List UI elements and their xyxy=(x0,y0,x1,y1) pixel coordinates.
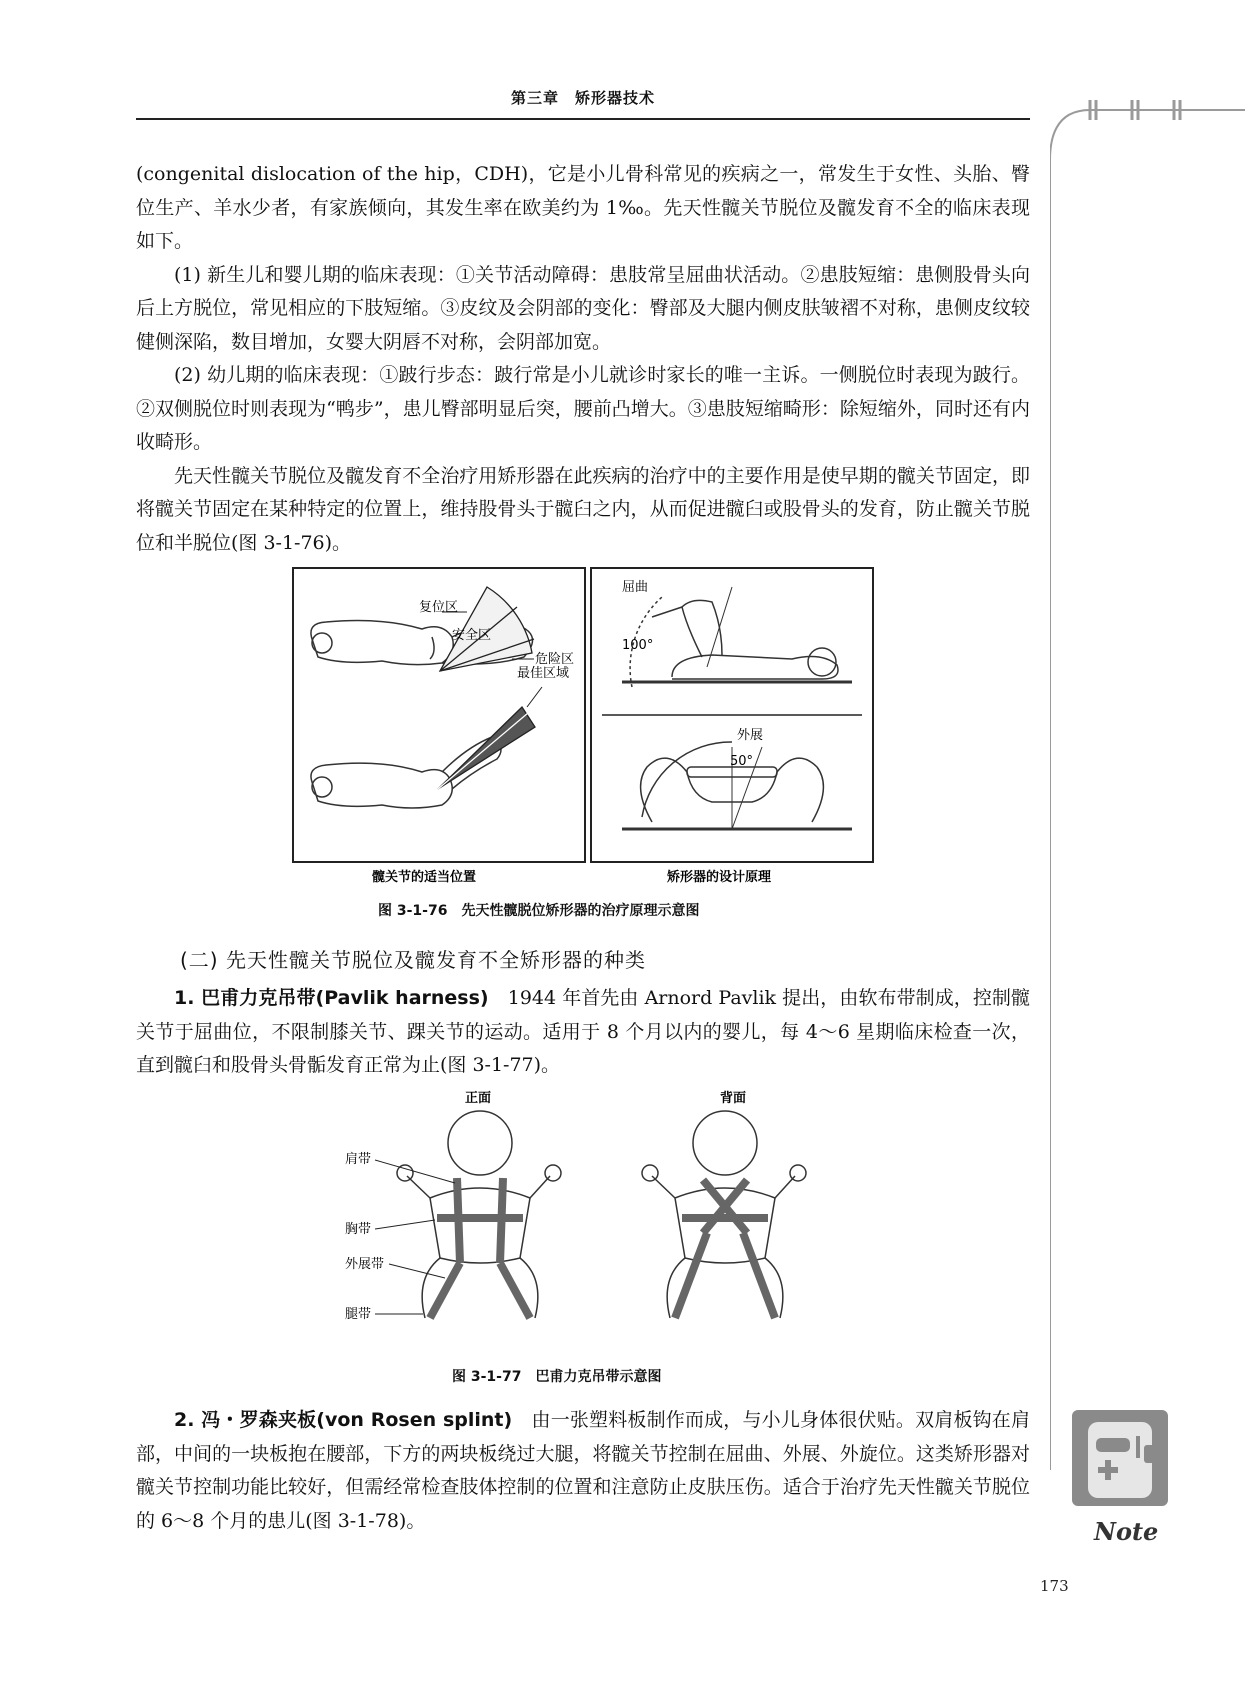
label-abduction-strap: 外展带 xyxy=(345,1257,385,1272)
label-leg-strap: 腿带 xyxy=(345,1307,372,1322)
label-abduction-angle: 50° xyxy=(730,754,754,769)
paragraph: (2) 幼儿期的临床表现：①跛行步态：跛行常是小儿就诊时家长的唯一主诉。一侧脱位时表现为跛行。②双侧脱位时则表现为“鸭步”，患儿臀部明显后突，腰前凸增大。③患肢短缩畸形：除短缩外，同时还有内收畸形。 xyxy=(136,364,1030,453)
label-reduction-zone: 复位区 xyxy=(419,600,459,615)
front-harness xyxy=(430,1178,530,1318)
panel-caption-left: 髋关节的适当位置 xyxy=(372,870,477,885)
chapter-title: 第三章 矫形器技术 xyxy=(510,89,655,107)
label-danger-zone: 危险区 xyxy=(535,652,575,667)
section-heading: (二) 先天性髋关节脱位及髋发育不全矫形器的种类 xyxy=(180,948,646,972)
label-safe-zone: 安全区 xyxy=(452,628,492,643)
label-flexion: 屈曲 xyxy=(622,580,649,595)
label-back: 背面 xyxy=(720,1091,747,1106)
item-text: 1944 年首先由 Arnord Pavlik 提出，由软布带制成，控制髋关节于屈曲位，不限制膝关节、踝关节的运动。适用于 8 个月以内的婴儿，每 4～6 星期临床检查一次，直到髋臼和股骨头骨骺发育正常为止(图 3-1-77)。 xyxy=(136,987,1030,1076)
label-shoulder-strap: 肩带 xyxy=(345,1152,372,1167)
item-text: 由一张塑料板制作而成，与小儿身体很伏贴。双肩板钩在肩部，中间的一块板抱在腰部，下方的两块板绕过大腿，将髋关节控制在屈曲、外展、外旋位。这类矫形器对髋关节控制功能比较好，但需经常检查肢体控制的位置和注意防止皮肤压伤。适合于治疗先天性髋关节脱位的 6～8 个月的患儿(图 3-1-78)。 xyxy=(136,1409,1030,1532)
item-lead: 1. 巴甫力克吊带(Pavlik harness) xyxy=(174,987,489,1009)
item-von-rosen-splint xyxy=(136,1404,1030,1538)
figure-caption: 图 3-1-76 先天性髋脱位矫形器的治疗原理示意图 xyxy=(378,903,700,919)
note-label: Note xyxy=(1094,1517,1159,1546)
figure-caption-2: 图 3-1-77 巴甫力克吊带示意图 xyxy=(452,1369,662,1385)
paragraph: 先天性髋关节脱位及髋发育不全治疗用矫形器在此疾病的治疗中的主要作用是使早期的髋关节固定，即将髋关节固定在某种特定的位置上，维持股骨头于髋臼之内，从而促进髋臼或股骨头的发育，防止髋关节脱位和半脱位(图 3-1-76)。 xyxy=(136,464,1030,554)
label-flexion-angle: 100° xyxy=(622,638,654,653)
margin-decoration xyxy=(1050,100,1245,1570)
figure-3-1-77 xyxy=(345,1088,855,1353)
note-icon xyxy=(1072,1410,1168,1506)
body-text xyxy=(136,158,1030,560)
paragraph: (1) 新生儿和婴儿期的临床表现：①关节活动障碍：患肢常呈屈曲状活动。②患肢短缩：患侧股骨头向后上方脱位，常见相应的下肢短缩。③皮纹及会阴部的变化：臀部及大腿内侧皮肤皱褶不对称，患侧皮纹较健侧深陷，数目增加，女婴大阴唇不对称，会阴部加宽。 xyxy=(136,263,1030,353)
label-chest-strap: 胸带 xyxy=(345,1222,372,1237)
item-lead: 2. 冯・罗森夹板(von Rosen splint) xyxy=(174,1409,513,1431)
figure-3-1-76 xyxy=(292,567,874,889)
back-harness xyxy=(675,1180,775,1318)
label-best-zone: 最佳区域 xyxy=(517,666,570,681)
label-front: 正面 xyxy=(465,1091,492,1106)
paragraph: (congenital dislocation of the hip，CDH)，它是小儿骨科常见的疾病之一，常发生于女性、头胎、臀位生产、羊水少者，有家族倾向，其发生率在欧美约为 1‰。先天性髋关节脱位及髋发育不全的临床表现如下。 xyxy=(136,163,1030,252)
panel-caption-right: 矫形器的设计原理 xyxy=(667,870,772,885)
running-header xyxy=(136,84,1030,120)
page-number: 173 xyxy=(1040,1577,1069,1595)
item-pavlik-harness xyxy=(136,982,1030,1083)
label-abduction: 外展 xyxy=(737,728,764,743)
